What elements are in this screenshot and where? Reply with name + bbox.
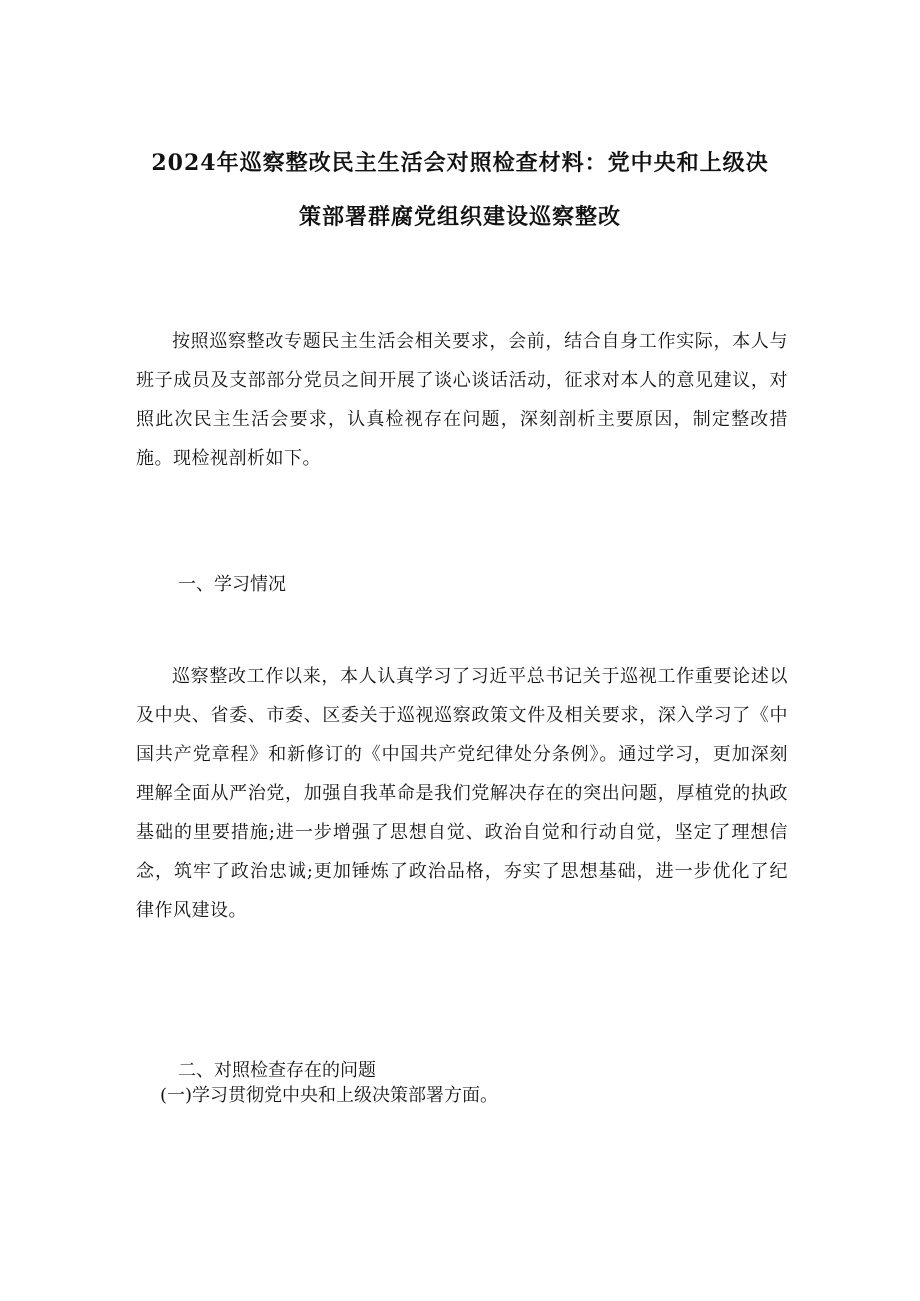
section-2-heading: 二、对照检查存在的问题 — [178, 1060, 376, 1081]
section-1-paragraph: 巡察整改工作以来，本人认真学习了习近平总书记关于巡视工作重要论述以及中央、省委、市委、区委关于巡视巡察政策文件及相关要求，深入学习了《中国共产党章程》和新修订的《中国共产党纪律处分条例》。通过学习，更加深刻理解全面从严治党，加强自我革命是我们党解决存在的突出问题，厚植党的执政基础的里要措施;进一步增强了思想自觉、政治自觉和行动自觉，坚定了理想信念，筑牢了政治忠诚;更加锤炼了政治品格，夯实了思想基础，进一步优化了纪律作风建设。 — [136, 666, 788, 921]
section-1-heading: 一、学习情况 — [178, 574, 286, 595]
section-2-subheading: (一)学习贯彻党中央和上级决策部署方面。 — [160, 1085, 499, 1106]
document-title-line-2: 策部署群腐党组织建设巡察整改 — [298, 204, 621, 230]
intro-paragraph: 按照巡察整改专题民主生活会相关要求，会前，结合自身工作实际，本人与班子成员及支部部分党员之间开展了谈心谈话活动，征求对本人的意见建议，对照此次民主生活会要求，认真检视存在问题，深刻剖析主要原因，制定整改措施。现检视剖析如下。 — [136, 331, 788, 469]
document-title-line-1: 2024年巡察整改民主生活会对照检查材料：党中央和上级决 — [151, 150, 769, 176]
